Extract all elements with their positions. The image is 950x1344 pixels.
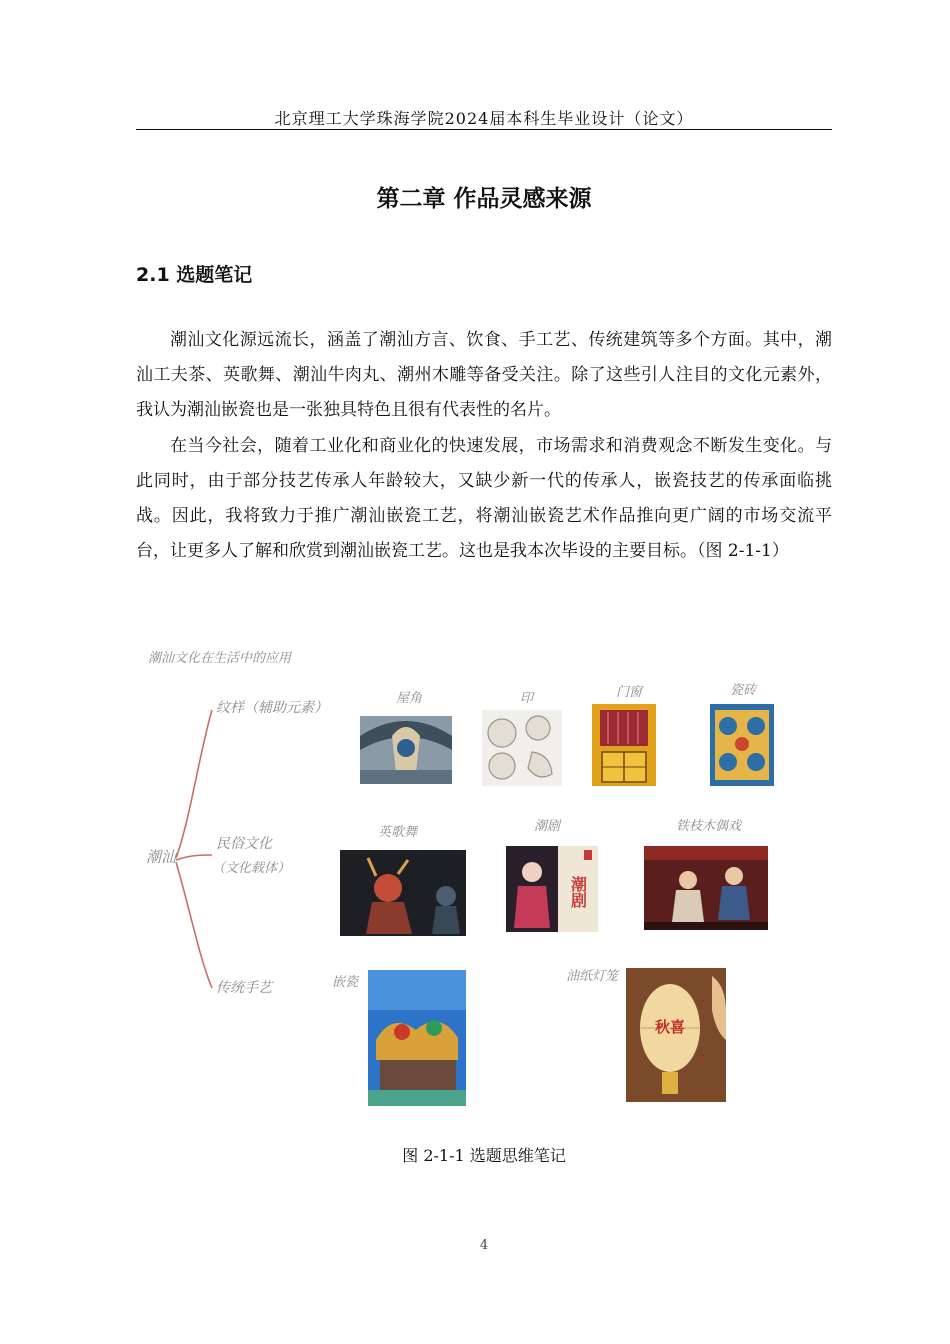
photo-paper-lantern <box>626 968 726 1102</box>
item-label-lantern: 油纸灯笼 <box>566 969 619 984</box>
branch-line-top <box>176 710 212 858</box>
header-rule <box>136 129 832 130</box>
item-label-window: 门窗 <box>616 685 643 700</box>
paragraph-2: 在当今社会，随着工业化和商业化的快速发展，市场需求和消费观念不断发生变化。与此同时，由于部分技艺传承人年龄较大，又缺少新一代的传承人，嵌瓷技艺的传承面临挑战。因此，我将致力于推广潮汕嵌瓷工艺，将潮汕嵌瓷艺术作品推向更广阔的市场交流平台，让更多人了解和欣赏到潮汕嵌瓷工艺。这也是我本次毕设的主要目标。（图 2-1-1） <box>136 436 832 561</box>
item-label-chaoju: 潮剧 <box>534 819 561 834</box>
item-label-roof: 屋角 <box>396 691 423 706</box>
branch-sublabel-folk: （文化载体） <box>212 861 291 876</box>
figure-title: 潮汕文化在生活中的应用 <box>148 651 292 666</box>
branch-label-craft: 传统手艺 <box>216 980 272 996</box>
photo-seals <box>482 710 562 786</box>
branch-line-bottom <box>176 862 212 988</box>
photo-chaoju-poster <box>506 846 598 932</box>
lantern-text: 秋喜 <box>654 1018 686 1036</box>
branch-label-patterns: 纹样（辅助元素） <box>216 700 328 716</box>
photo-qianci <box>368 970 466 1106</box>
section-title: 2.1 选题笔记 <box>136 264 253 286</box>
item-label-puppet: 铁枝木偶戏 <box>676 819 742 834</box>
running-header: 北京理工大学珠海学院2024届本科生毕业设计（论文） <box>274 109 694 128</box>
item-label-tile: 瓷砖 <box>730 683 757 698</box>
photo-yingge-dance <box>340 850 466 936</box>
page-number: 4 <box>479 1238 489 1253</box>
chapter-title: 第二章 作品灵感来源 <box>376 186 592 212</box>
mindmap-root: 潮汕 <box>146 848 177 866</box>
photo-roof <box>360 716 452 784</box>
item-label-yingge: 英歌舞 <box>378 825 418 840</box>
photo-tile <box>710 704 774 786</box>
branch-label-folk: 民俗文化 <box>216 836 272 852</box>
mindmap-figure <box>140 640 790 1120</box>
item-label-qianci: 嵌瓷 <box>332 975 359 990</box>
photo-puppet-show <box>644 846 768 930</box>
branch-line-mid <box>176 855 212 860</box>
photo-window <box>592 704 656 786</box>
item-label-seal: 印 <box>520 691 534 706</box>
poster-text: 潮剧 <box>568 876 588 908</box>
figure-caption: 图 2-1-1 选题思维笔记 <box>402 1146 566 1165</box>
paragraph-1: 潮汕文化源远流长，涵盖了潮汕方言、饮食、手工艺、传统建筑等多个方面。其中，潮汕工夫茶、英歌舞、潮汕牛肉丸、潮州木雕等备受关注。除了这些引人注目的文化元素外，我认为潮汕嵌瓷也是一张独具特色且很有代表性的名片。 <box>136 330 832 420</box>
